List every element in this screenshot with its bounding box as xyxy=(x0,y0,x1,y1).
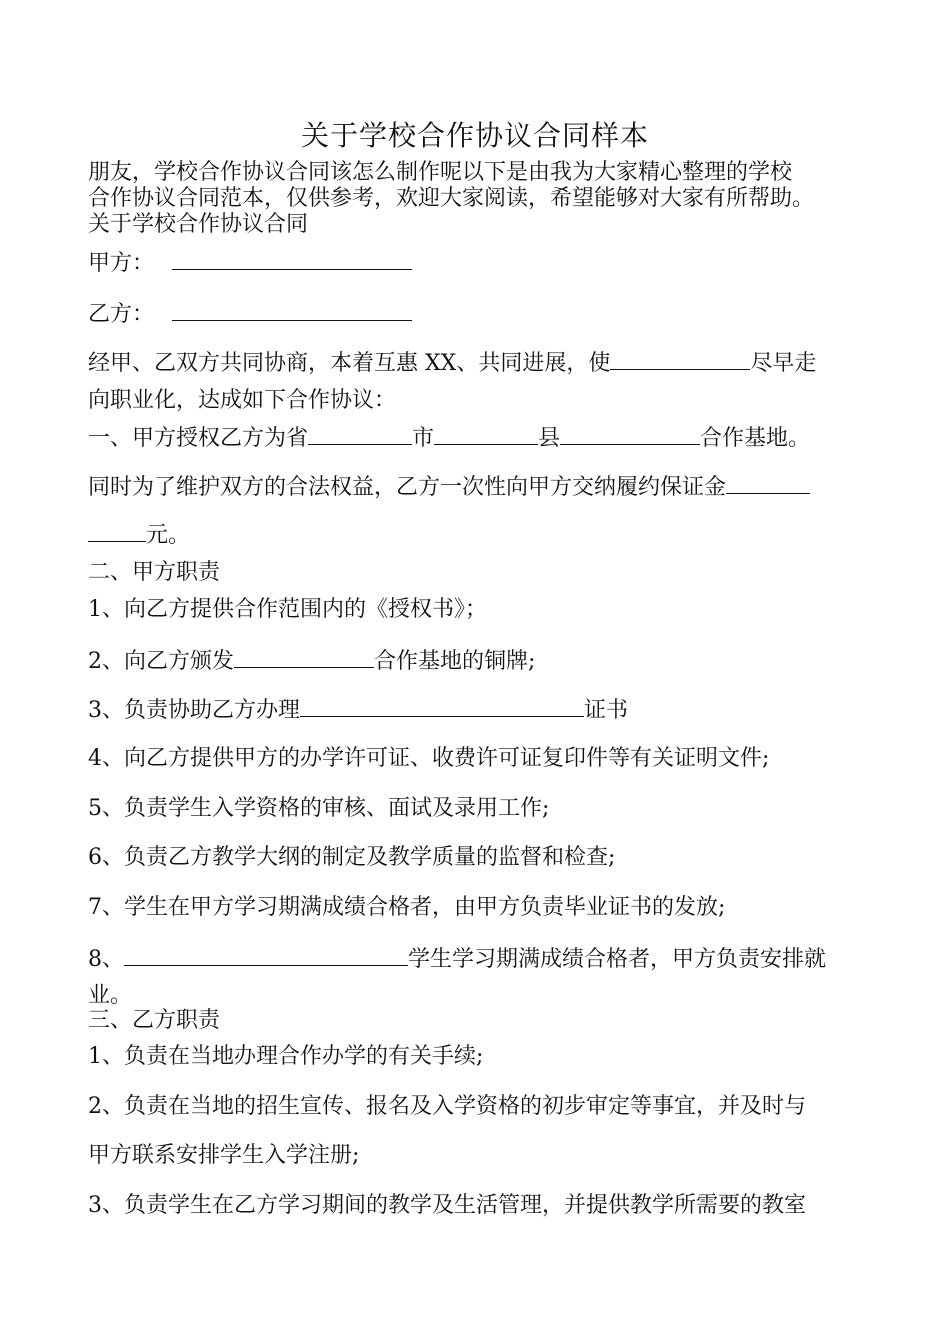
agreement-line-1 xyxy=(88,347,868,379)
province-blank[interactable] xyxy=(308,422,412,445)
document-title: 关于学校合作协议合同样本 xyxy=(300,119,649,152)
party-a-duty-3 xyxy=(88,694,868,726)
party-b-duty-1: 1、负责在当地办理合作办学的有关手续; xyxy=(88,1044,484,1069)
county-blank[interactable] xyxy=(560,422,700,445)
agreement-blank[interactable] xyxy=(610,347,750,370)
item-1-line xyxy=(88,422,868,454)
party-a-duty-1: 1、向乙方提供合作范围内的《授权书》； xyxy=(88,597,487,622)
deposit-blank-2[interactable] xyxy=(88,519,146,542)
item-1-text-b: 市 xyxy=(412,426,435,451)
item-1-text-c: 县 xyxy=(538,426,561,451)
duty-8-blank[interactable] xyxy=(124,943,408,966)
agreement-text-a: 经甲、乙双方共同协商，本着互惠 XX、共同进展，使 xyxy=(88,351,611,376)
party-b-duty-2-cont: 甲方联系安排学生入学注册; xyxy=(88,1143,360,1168)
party-b-label: 乙方： xyxy=(88,302,155,327)
duty-3-blank[interactable] xyxy=(300,694,584,717)
intro-line-3: 关于学校合作协议合同 xyxy=(88,212,309,237)
duty-2-text-a: 2、向乙方颁发 xyxy=(88,649,234,674)
party-a-duty-5: 5、负责学生入学资格的审核、面试及录用工作; xyxy=(88,796,550,821)
party-a-duty-6: 6、负责乙方教学大纲的制定及教学质量的监督和检查; xyxy=(88,845,616,870)
party-a-duty-8 xyxy=(88,943,868,975)
party-a-duty-4: 4、向乙方提供甲方的办学许可证、收费许可证复印件等有关证明文件; xyxy=(88,746,770,771)
duty-3-text-a: 3、负责协助乙方办理 xyxy=(88,698,300,723)
party-a-line xyxy=(88,247,868,279)
deposit-unit: 元。 xyxy=(146,523,191,548)
duty-3-text-b: 证书 xyxy=(584,698,629,723)
section-3-heading: 三、乙方职责 xyxy=(88,1008,221,1033)
duty-2-text-b: 合作基地的铜牌; xyxy=(374,649,536,674)
deposit-blank-1[interactable] xyxy=(726,471,810,494)
party-a-duty-8-cont: 业。 xyxy=(88,983,133,1008)
item-1-text-d: 合作基地。 xyxy=(700,426,811,451)
party-a-blank[interactable] xyxy=(172,247,412,270)
party-b-duty-2: 2、负责在当地的招生宣传、报名及入学资格的初步审定等事宜，并及时与 xyxy=(88,1094,806,1119)
section-2-heading: 二、甲方职责 xyxy=(88,560,221,585)
agreement-line-2: 向职业化，达成如下合作协议： xyxy=(88,388,397,413)
party-a-label: 甲方： xyxy=(88,251,155,276)
party-a-duty-2 xyxy=(88,645,868,677)
intro-line-2: 合作协议合同范本，仅供参考，欢迎大家阅读，希望能够对大家有所帮助。 xyxy=(88,186,815,211)
party-b-blank[interactable] xyxy=(172,298,412,321)
deposit-line-2 xyxy=(88,519,868,551)
item-1-text-a: 一、甲方授权乙方为省 xyxy=(88,426,309,451)
intro-line-1: 朋友，学校合作协议合同该怎么制作呢以下是由我为大家精心整理的学校 xyxy=(88,160,793,185)
deposit-text: 同时为了维护双方的合法权益，乙方一次性向甲方交纳履约保证金 xyxy=(88,475,727,500)
city-blank[interactable] xyxy=(434,422,538,445)
agreement-text-b: 尽早走 xyxy=(750,351,817,376)
duty-2-blank[interactable] xyxy=(234,645,374,668)
deposit-line-1 xyxy=(88,471,868,503)
duty-8-text-b: 学生学习期满成绩合格者，甲方负责安排就 xyxy=(408,947,827,972)
party-b-line xyxy=(88,298,868,330)
party-b-duty-3: 3、负责学生在乙方学习期间的教学及生活管理，并提供教学所需要的教室 xyxy=(88,1193,806,1218)
party-a-duty-7: 7、学生在甲方学习期满成绩合格者，由甲方负责毕业证书的发放; xyxy=(88,895,726,920)
duty-8-text-a: 8、 xyxy=(88,947,124,972)
